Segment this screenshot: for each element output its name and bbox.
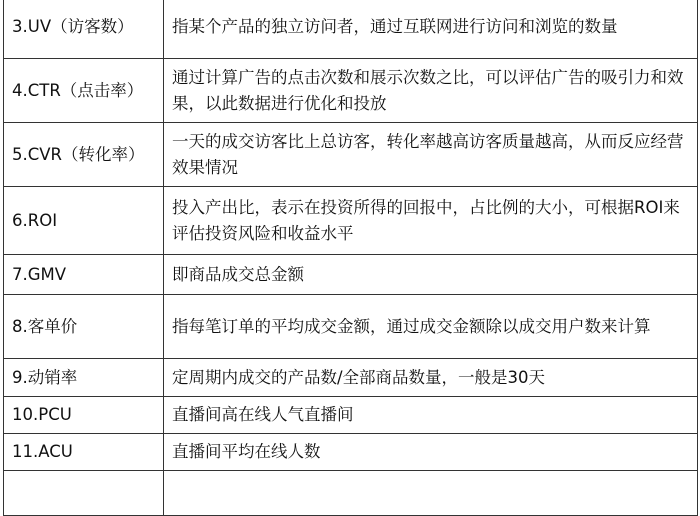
term-cell: 4.CTR（点击率） xyxy=(4,59,164,122)
term-cell: 9.动销率 xyxy=(4,359,164,396)
description-cell: 指每笔订单的平均成交金额，通过成交金额除以成交用户数来计算 xyxy=(164,295,698,358)
metrics-table xyxy=(3,0,698,516)
description-cell-cut-off xyxy=(164,471,698,515)
term-cell: 5.CVR（转化率） xyxy=(4,123,164,186)
table-row xyxy=(4,123,698,187)
term-cell: 7.GMV xyxy=(4,255,164,294)
description-cell: 定周期内成交的产品数/全部商品数量，一般是30天 xyxy=(164,359,698,396)
term-cell: 8.客单价 xyxy=(4,295,164,358)
description-cell: 即商品成交总金额 xyxy=(164,255,698,294)
term-cell: 6.ROI xyxy=(4,187,164,254)
description-cell: 指某个产品的独立访问者，通过互联网进行访问和浏览的数量 xyxy=(164,0,698,58)
description-cell: 直播间平均在线人数 xyxy=(164,434,698,470)
table-row xyxy=(4,397,698,434)
table-row xyxy=(4,187,698,255)
table-row xyxy=(4,59,698,123)
term-cell: 11.ACU xyxy=(4,434,164,470)
table-row xyxy=(4,295,698,359)
term-cell: 3.UV（访客数） xyxy=(4,0,164,58)
term-cell-cut-off xyxy=(4,471,164,515)
table-row xyxy=(4,434,698,471)
table-row xyxy=(4,255,698,295)
description-cell: 直播间高在线人气直播间 xyxy=(164,397,698,433)
description-cell: 一天的成交访客比上总访客，转化率越高访客质量越高，从而反应经营效果情况 xyxy=(164,123,698,186)
description-cell: 投入产出比，表示在投资所得的回报中，占比例的大小，可根据ROI来评估投资风险和收益水平 xyxy=(164,187,698,254)
description-cell: 通过计算广告的点击次数和展示次数之比，可以评估广告的吸引力和效果，以此数据进行优化和投放 xyxy=(164,59,698,122)
term-cell: 10.PCU xyxy=(4,397,164,433)
table-row xyxy=(4,0,698,59)
table-row-cut-off xyxy=(4,471,698,516)
table-row xyxy=(4,359,698,397)
